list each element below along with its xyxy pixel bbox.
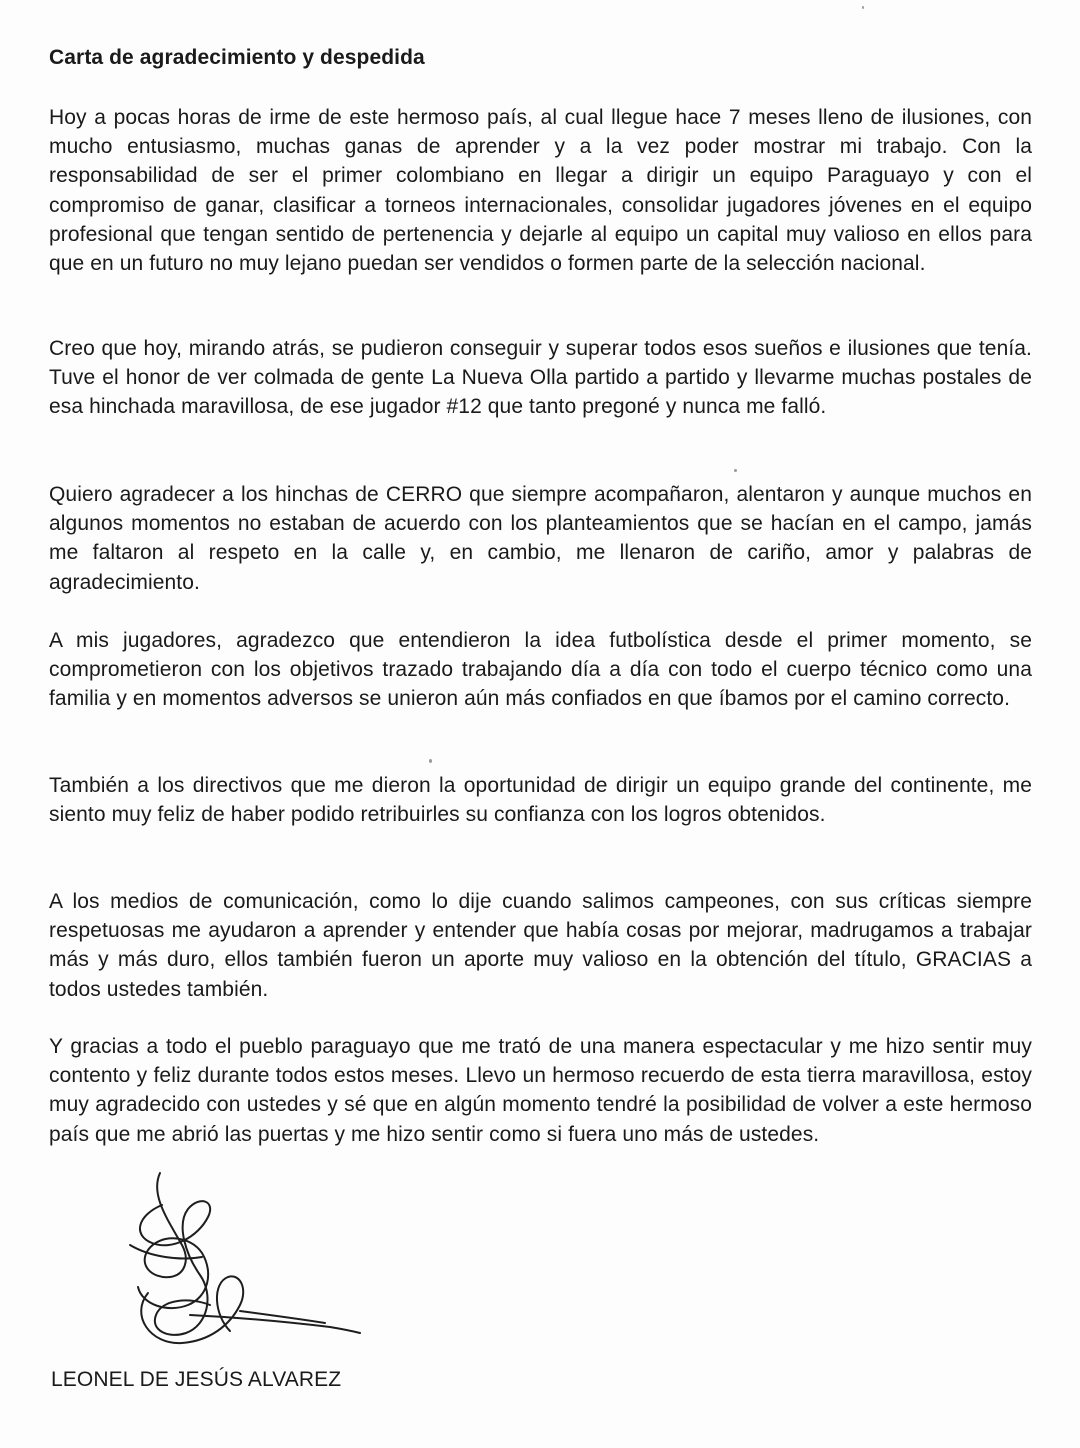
paragraph-arrival: Hoy a pocas horas de irme de este hermoso país, al cual llegue hace 7 meses lleno de ilusiones, con mucho entusiasmo, muchas ganas de aprender y a la vez poder mostrar mi trabajo. Con la responsabilidad de ser el primer colombiano en llegar a dirigir un equipo Paraguayo y con el compromiso de ganar, clasificar a torneos internacionales, consolidar jugadores jóvenes en el equipo profesional que tengan sentido de pertenencia y dejarle al equipo un capital muy valioso en ellos para que en un futuro no muy lejano puedan ser vendidos o formen parte de la selección nacional. <box>49 106 1032 276</box>
paragraph-achievements: Creo que hoy, mirando atrás, se pudieron conseguir y superar todos esos sueños e ilusiones que tenía. Tuve el honor de ver colmada de gente La Nueva Olla partido a partido y llevarme muchas postales de esa hinchada maravillosa, de ese jugador #12 que tanto pregoné y nunca me falló. <box>49 337 1032 419</box>
paper-speck <box>862 6 864 9</box>
letter-title: Carta de agradecimiento y despedida <box>49 46 425 69</box>
paragraph-players: A mis jugadores, agradezco que entendieron la idea futbolística desde el primer momento, se comprometieron con los objetivos trazado trabajando día a día con todo el cuerpo técnico como una familia y en momentos adversos se unieron aún más confiados en que íbamos por el camino correcto. <box>49 629 1032 711</box>
paragraph-country: Y gracias a todo el pueblo paraguayo que me trató de una manera espectacular y me hizo sentir muy contento y feliz durante todos estos meses. Llevo un hermoso recuerdo de esta tierra maravillosa, estoy muy agradecido con ustedes y sé que en algún momento tendré la posibilidad de volver a este hermoso país que me abrió las puertas y me hizo sentir como si fuera uno más de ustedes. <box>49 1035 1032 1146</box>
paragraph-directors: También a los directivos que me dieron la oportunidad de dirigir un equipo grande del continente, me siento muy feliz de haber podido retribuirles su confianza con los logros obtenidos. <box>49 774 1032 827</box>
paper-speck <box>734 469 737 472</box>
paragraph-media: A los medios de comunicación, como lo dije cuando salimos campeones, con sus críticas siempre respetuosas me ayudaron a aprender y entender que había cosas por mejorar, madrugamos a trabajar más y más duro, ellos también fueron un aporte muy valioso en la obtención del título, GRACIAS a todos ustedes también. <box>49 890 1032 1001</box>
signature-icon <box>90 1165 380 1365</box>
signer-name: LEONEL DE JESÚS ALVAREZ <box>51 1368 342 1391</box>
paragraph-fans: Quiero agradecer a los hinchas de CERRO que siempre acompañaron, alentaron y aunque muchos en algunos momentos no estaban de acuerdo con los planteamientos que se hacían en el campo, jamás me faltaron al respeto en la calle y, en cambio, me llenaron de cariño, amor y palabras de agradecimiento. <box>49 483 1032 594</box>
paper-speck <box>429 759 432 763</box>
